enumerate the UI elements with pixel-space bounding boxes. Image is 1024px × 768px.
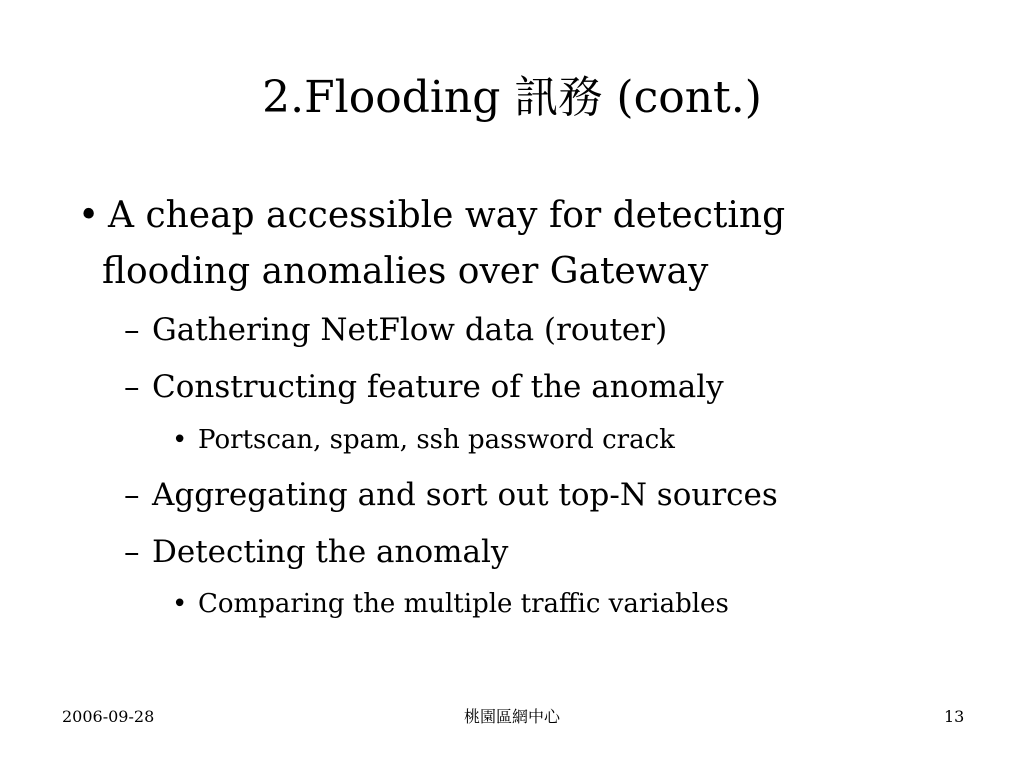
bullet-text-line1: A cheap accessible way for detecting [108, 195, 786, 236]
bullet-text-line2: flooding anomalies over Gateway [102, 251, 709, 292]
sub-sub-bullet-marker: • [172, 425, 188, 455]
slide-title: 2.Flooding 訊務 (cont.) [262, 72, 762, 123]
sub-bullet-marker: – [124, 369, 140, 405]
sub-bullet-marker: – [124, 312, 140, 348]
sub-sub-bullet-marker: • [172, 589, 188, 619]
sub-sub-item-comparing: Comparing the multiple traffic variables [198, 589, 729, 619]
sub-bullet-marker: – [124, 534, 140, 570]
footer-date: 2006-09-28 [62, 707, 155, 726]
sub-item-detecting: Detecting the anomaly [152, 534, 509, 570]
sub-item-aggregating: Aggregating and sort out top-N sources [152, 477, 778, 513]
footer-center-text: 桃園區網中心 [463, 707, 560, 726]
sub-bullet-marker: – [124, 477, 140, 513]
sub-sub-item-portscan: Portscan, spam, ssh password crack [198, 425, 675, 455]
bullet-marker: • [78, 195, 100, 236]
sub-item-constructing: Constructing feature of the anomaly [152, 369, 724, 405]
footer-page-number: 13 [944, 707, 965, 726]
sub-item-gathering: Gathering NetFlow data (router) [152, 312, 668, 348]
